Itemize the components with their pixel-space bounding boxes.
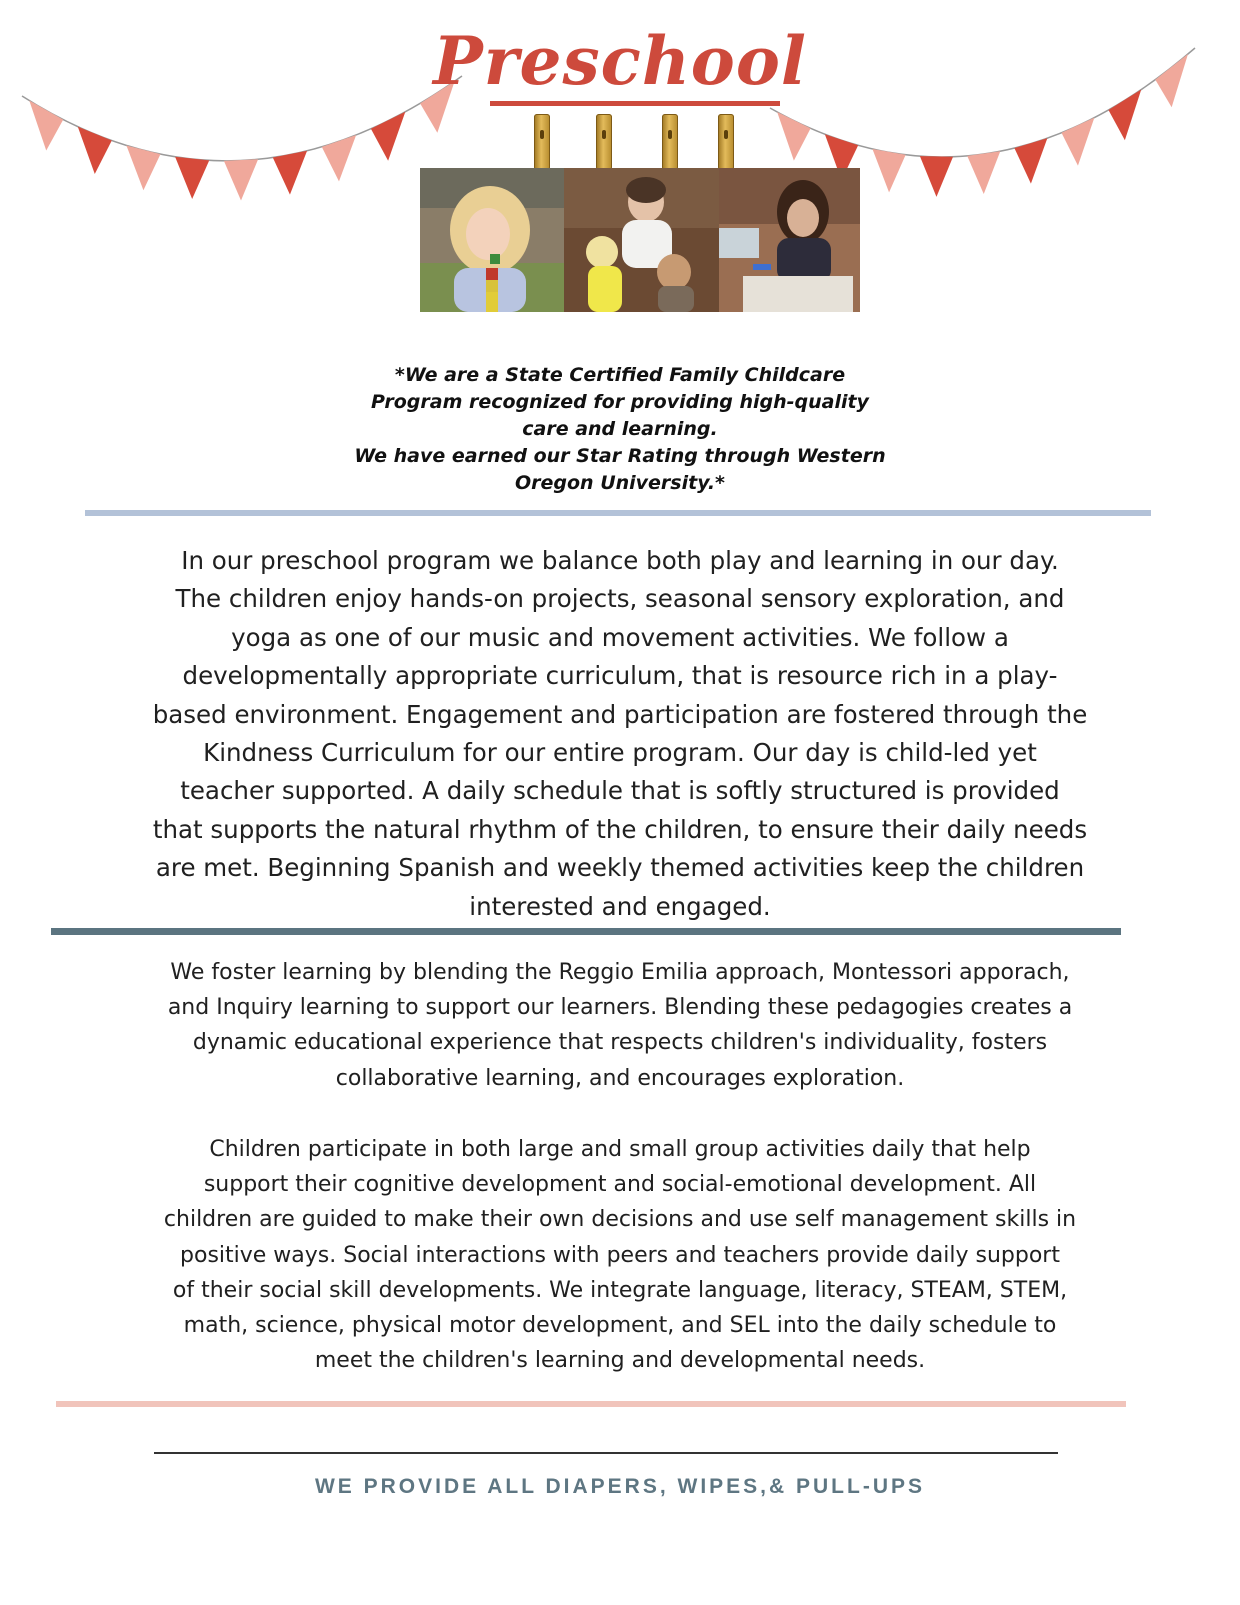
- bunting-flag: [126, 145, 160, 190]
- paragraph-line: teacher supported. A daily schedule that is softly structured is provided: [180, 776, 1060, 806]
- paragraph-line: that supports the natural rhythm of the children, to ensure their daily needs: [152, 814, 1088, 844]
- certification-line: We have earned our Star Rating through Western: [354, 445, 886, 467]
- bunting-flag: [920, 156, 953, 197]
- divider-pink: [56, 1401, 1126, 1407]
- clothespin-icon: [596, 114, 612, 170]
- paragraph-line: We foster learning by blending the Reggio Emilia approach, Montessori apporach,: [170, 960, 1070, 985]
- paragraph-line: positive ways. Social interactions with peers and teachers provide daily support: [180, 1242, 1060, 1268]
- bunting-flag: [322, 135, 356, 181]
- photo-strip: [420, 168, 860, 312]
- divider-thin-black: [154, 1452, 1058, 1454]
- paragraph-line: Children participate in both large and small group activities daily that help: [209, 1137, 1031, 1162]
- program-overview-paragraph: [50, 542, 1190, 926]
- paragraph-line: The children enjoy hands-on projects, seasonal sensory exploration, and: [175, 584, 1065, 614]
- clothespin-icon: [662, 114, 678, 170]
- certification-statement: [300, 362, 940, 497]
- page-title: Preschool: [433, 22, 807, 100]
- bunting-flag: [273, 151, 307, 195]
- certification-line: Program recognized for providing high-quality: [371, 391, 869, 413]
- teacher-with-children-photo: [564, 168, 719, 312]
- paragraph-line: math, science, physical motor development, and SEL into the daily schedule to: [183, 1313, 1057, 1339]
- bunting-flag: [967, 151, 1000, 194]
- paragraph-line: Kindness Curriculum for our entire program. Our day is child-led yet: [203, 738, 1037, 768]
- girl-drawing-photo: [719, 168, 860, 312]
- bunting-flag: [1061, 118, 1094, 166]
- approach-paragraph: [40, 955, 1200, 1096]
- clothespin-icon: [534, 114, 550, 170]
- bunting-flag: [175, 157, 209, 199]
- paragraph-line: collaborative learning, and encourages exploration.: [335, 1065, 905, 1091]
- title-underline: [490, 101, 780, 106]
- paragraph-line: based environment. Engagement and participation are fostered through the: [152, 699, 1088, 729]
- paragraph-line: developmentally appropriate curriculum, that is resource rich in a play-: [182, 661, 1058, 691]
- bunting-flag: [371, 112, 405, 161]
- paragraph-line: children are guided to make their own decisions and use self management skills in: [163, 1207, 1077, 1233]
- clothespin-icon: [718, 114, 734, 170]
- paragraph-line: are met. Beginning Spanish and weekly themed activities keep the children: [155, 853, 1085, 883]
- certification-line: care and learning.: [522, 418, 718, 440]
- paragraph-line: of their social skill developments. We integrate language, literacy, STEAM, STEM,: [172, 1277, 1068, 1303]
- certification-line: *We are a State Certified Family Childcare: [394, 364, 846, 386]
- paragraph-line: In our preschool program we balance both play and learning in our day.: [181, 546, 1059, 575]
- paragraph-line: support their cognitive development and social-emotional development. All: [203, 1172, 1037, 1198]
- bunting-flag: [1014, 138, 1047, 183]
- paragraph-line: and Inquiry learning to support our learners. Blending these pedagogies creates a: [167, 995, 1073, 1021]
- paragraph-line: dynamic educational experience that respects children's individuality, fosters: [192, 1030, 1048, 1056]
- certification-line: Oregon University.*: [514, 472, 725, 494]
- footer-note: WE PROVIDE ALL DIAPERS, WIPES,& PULL-UPS: [314, 1475, 926, 1498]
- bunting-flag: [29, 101, 63, 151]
- bunting-flag: [224, 159, 258, 200]
- divider-light-blue: [85, 510, 1151, 516]
- paragraph-line: yoga as one of our music and movement activities. We follow a: [231, 622, 1009, 652]
- paragraph-line: interested and engaged.: [469, 891, 771, 921]
- bunting-flag: [777, 112, 810, 161]
- activities-paragraph: [40, 1132, 1200, 1378]
- bunting-flag: [78, 127, 112, 174]
- bunting-flag: [872, 149, 905, 192]
- girl-with-blocks-photo: [420, 168, 564, 312]
- paragraph-line: meet the children's learning and developmental needs.: [314, 1348, 926, 1374]
- divider-slate: [51, 928, 1121, 935]
